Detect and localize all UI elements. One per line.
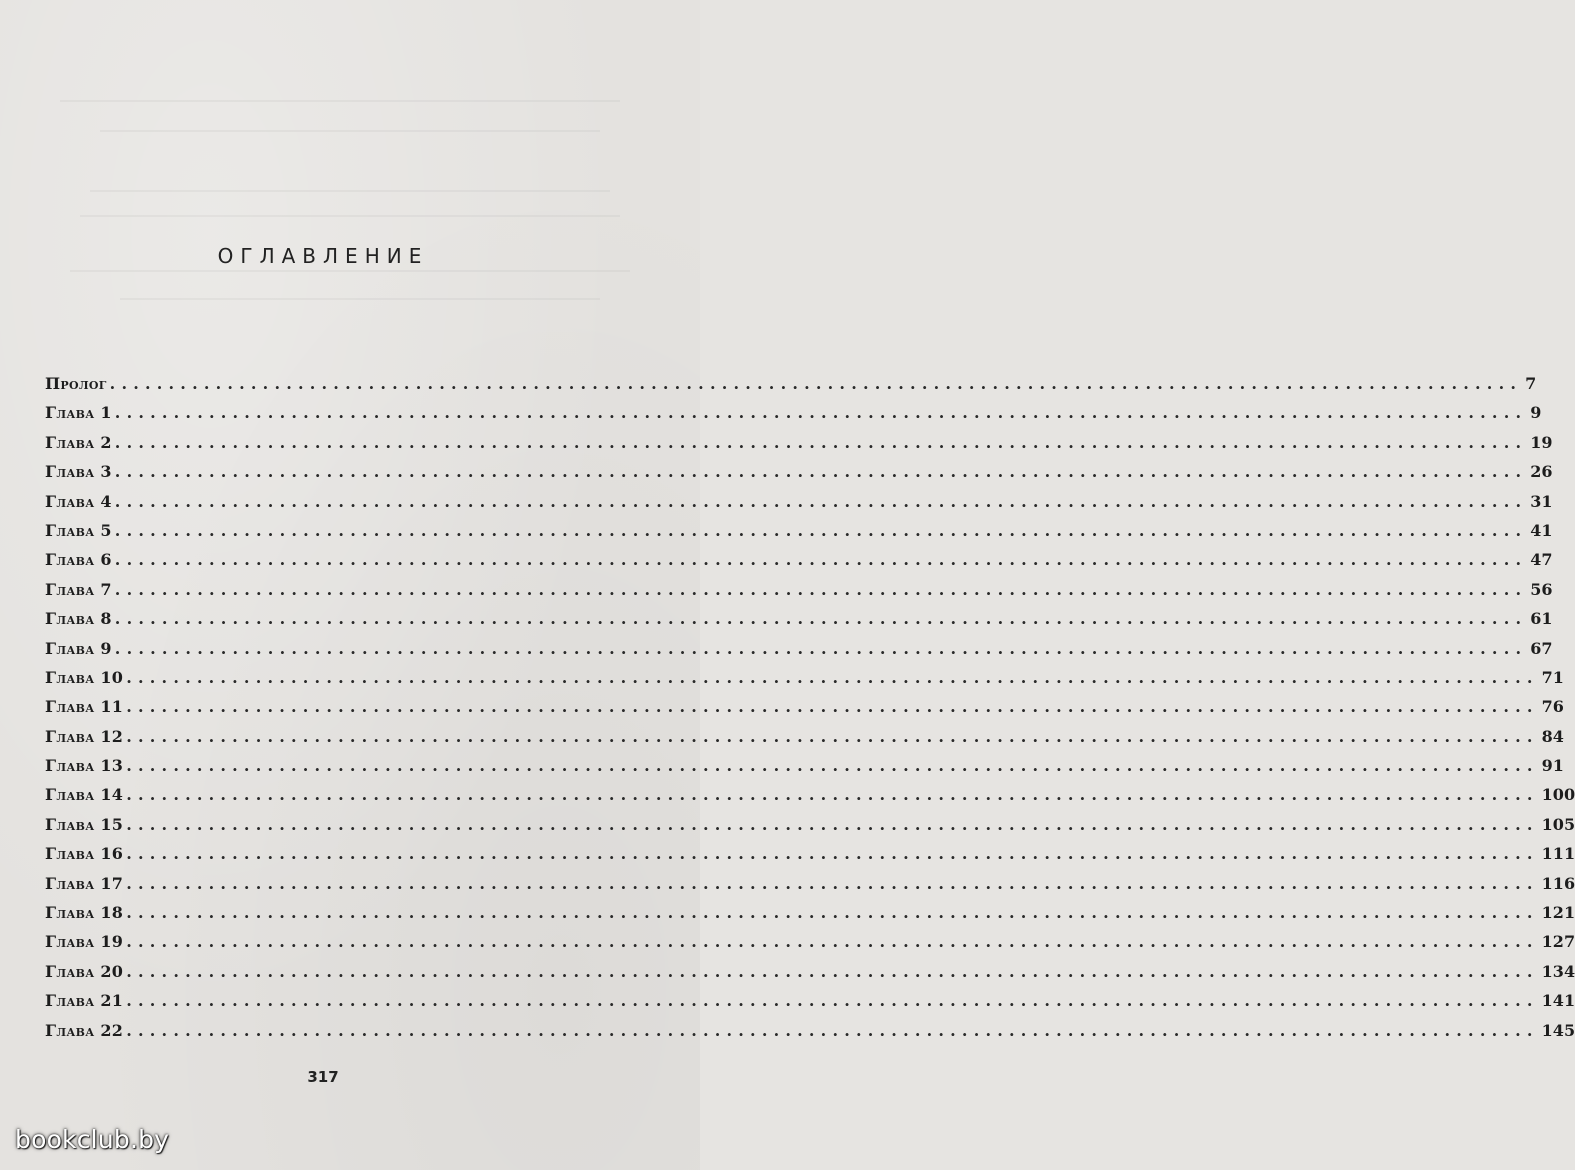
dot-leader: ........................................................................................................................ [114, 579, 1528, 599]
toc-entry [45, 844, 1575, 873]
dot-leader: ........................................................................................................................ [126, 1020, 1539, 1040]
toc-entry-label: Глава 12 [45, 726, 124, 746]
toc-entry-label: Глава 4 [45, 491, 112, 511]
dot-leader: ........................................................................................................................ [126, 932, 1539, 952]
toc-entry [45, 638, 1553, 668]
dot-leader: ........................................................................................................................ [126, 697, 1539, 717]
toc-entry [45, 1020, 1575, 1050]
toc-entry [45, 550, 1553, 579]
toc-entry-label: Глава 13 [45, 756, 124, 776]
toc-entry-page: 7 [1525, 374, 1537, 393]
toc-entry [45, 932, 1575, 961]
dot-leader: ........................................................................................................................ [126, 991, 1539, 1011]
dot-leader: ........................................................................................................................ [114, 462, 1528, 482]
toc-entry [45, 903, 1575, 932]
toc-entry-page: 47 [1530, 550, 1553, 570]
toc-entry-page: 84 [1541, 726, 1564, 746]
toc-entry [45, 756, 1564, 785]
toc-entry-page: 100 [1541, 785, 1575, 805]
toc-entry-page: 134 [1541, 961, 1575, 981]
toc-entry-label: Глава 6 [45, 550, 112, 570]
dot-leader: ........................................................................................................................ [126, 961, 1539, 981]
dot-leader: ........................................................................................................................ [114, 491, 1528, 511]
table-of-contents [45, 374, 1575, 1050]
toc-entry-page: 9 [1530, 403, 1542, 423]
bleed-through-line [80, 215, 620, 217]
dot-leader: ........................................................................................................................ [126, 873, 1539, 893]
toc-entry-label: Глава 2 [45, 432, 112, 452]
toc-entry-label: Глава 22 [45, 1020, 124, 1040]
dot-leader: ........................................................................................................................ [109, 374, 1523, 393]
toc-entry-page: 116 [1541, 873, 1575, 893]
toc-entry-label: Глава 10 [45, 667, 124, 687]
toc-entry-label: Глава 5 [45, 520, 112, 540]
toc-entry-label: Глава 11 [45, 697, 124, 717]
toc-entry-label: Пролог [45, 374, 107, 393]
dot-leader: ........................................................................................................................ [114, 609, 1528, 629]
toc-entry-page: 31 [1530, 491, 1553, 511]
toc-entry [45, 697, 1564, 726]
toc-entry-page: 61 [1530, 609, 1553, 629]
dot-leader: ........................................................................................................................ [126, 814, 1539, 834]
dot-leader: ........................................................................................................................ [114, 638, 1528, 658]
toc-entry-label: Глава 20 [45, 961, 124, 981]
toc-entry [45, 491, 1553, 521]
toc-entry-label: Глава 14 [45, 785, 124, 805]
toc-entry-page: 71 [1541, 667, 1564, 687]
bleed-through-line [60, 100, 620, 102]
dot-leader: ........................................................................................................................ [126, 785, 1539, 805]
toc-entry-page: 127 [1541, 932, 1575, 952]
toc-entry-label: Глава 3 [45, 462, 112, 482]
dot-leader: ........................................................................................................................ [114, 432, 1528, 452]
toc-entry [45, 374, 1537, 403]
watermark: bookclub.by [15, 1125, 170, 1154]
dot-leader: ........................................................................................................................ [114, 520, 1528, 540]
toc-entry [45, 609, 1553, 638]
toc-heading: ОГЛАВЛЕНИЕ [217, 244, 429, 268]
toc-entry-page: 145 [1541, 1020, 1575, 1040]
dot-leader: ........................................................................................................................ [126, 844, 1539, 864]
toc-entry [45, 873, 1575, 903]
toc-entry [45, 814, 1575, 844]
page-number: 317 [307, 1068, 339, 1086]
bleed-through-line [120, 298, 600, 300]
toc-entry-page: 111 [1541, 844, 1575, 864]
toc-entry-page: 26 [1530, 462, 1553, 482]
toc-entry [45, 785, 1575, 814]
dot-leader: ........................................................................................................................ [126, 726, 1539, 746]
toc-entry-label: Глава 15 [45, 814, 124, 834]
bleed-through-line [70, 270, 630, 272]
bleed-through-line [90, 190, 610, 192]
toc-entry [45, 520, 1553, 550]
toc-entry-label: Глава 17 [45, 873, 124, 893]
toc-entry [45, 961, 1575, 991]
toc-entry-page: 141 [1541, 991, 1575, 1011]
dot-leader: ........................................................................................................................ [114, 403, 1528, 423]
toc-entry [45, 667, 1564, 697]
toc-entry-label: Глава 9 [45, 638, 112, 658]
dot-leader: ........................................................................................................................ [126, 756, 1539, 776]
toc-entry-page: 105 [1541, 814, 1575, 834]
toc-entry-label: Глава 1 [45, 403, 112, 423]
toc-entry-label: Глава 7 [45, 579, 112, 599]
toc-entry [45, 726, 1564, 756]
dot-leader: ........................................................................................................................ [114, 550, 1528, 570]
toc-entry-label: Глава 8 [45, 609, 112, 629]
toc-entry-page: 91 [1541, 756, 1564, 776]
toc-entry [45, 462, 1553, 491]
toc-entry [45, 579, 1553, 609]
toc-entry-page: 19 [1530, 432, 1553, 452]
toc-entry-label: Глава 21 [45, 991, 124, 1011]
toc-entry-page: 121 [1541, 903, 1575, 923]
toc-entry [45, 432, 1553, 462]
toc-entry [45, 991, 1575, 1020]
toc-entry-page: 67 [1530, 638, 1553, 658]
dot-leader: ........................................................................................................................ [126, 667, 1539, 687]
toc-entry-label: Глава 19 [45, 932, 124, 952]
dot-leader: ........................................................................................................................ [126, 903, 1539, 923]
toc-entry-page: 41 [1530, 520, 1553, 540]
toc-entry [45, 403, 1542, 432]
toc-entry-page: 56 [1530, 579, 1553, 599]
toc-entry-page: 76 [1541, 697, 1564, 717]
toc-entry-label: Глава 18 [45, 903, 124, 923]
toc-entry-label: Глава 16 [45, 844, 124, 864]
bleed-through-line [100, 130, 600, 132]
